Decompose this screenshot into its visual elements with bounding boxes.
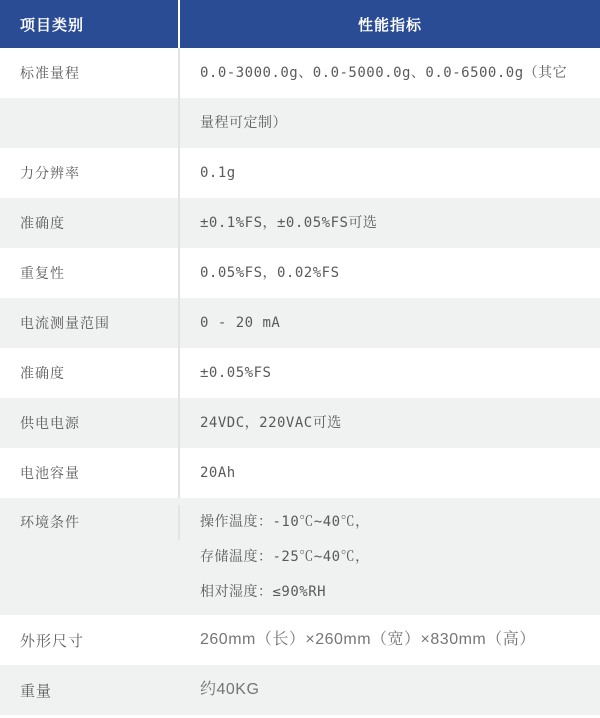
table-body (0, 48, 600, 715)
table-row (0, 498, 600, 615)
row-value (180, 412, 600, 434)
row-label: 供电电源 (0, 398, 180, 448)
row-value (180, 362, 600, 384)
row-value (180, 462, 600, 484)
value-line: 相对湿度：≤90%RH (200, 584, 327, 600)
header-cell-category: 项目类别 (0, 0, 180, 48)
value-line: 0.0-3000.0g、0.0-5000.0g、0.0-6500.0g（其它 (200, 65, 568, 81)
value-line: 约40KG (200, 681, 260, 698)
row-value (180, 162, 600, 184)
table-row (0, 98, 600, 148)
value-line: 操作温度：-10℃~40℃， (200, 514, 370, 530)
row-value (180, 212, 600, 234)
value-line: 0.05%FS，0.02%FS (200, 265, 340, 281)
table-row (0, 348, 600, 398)
header-cell-indicator: 性能指标 (357, 16, 422, 34)
table-header-row (0, 0, 600, 48)
row-value (180, 62, 600, 84)
row-value (180, 112, 600, 134)
table-row (0, 248, 600, 298)
table-row (0, 148, 600, 198)
row-label: 电流测量范围 (0, 298, 180, 348)
table-row (0, 448, 600, 498)
value-line: 0.1g (200, 165, 236, 181)
value-line: 260mm（长）×260mm（宽）×830mm（高） (200, 631, 536, 648)
row-label: 电池容量 (0, 448, 180, 498)
table-row (0, 665, 600, 715)
row-label: 准确度 (0, 198, 180, 248)
value-line: 20Ah (200, 465, 236, 481)
table-row (0, 48, 600, 98)
row-value (180, 679, 600, 701)
row-label: 环境条件 (0, 505, 180, 540)
row-label: 重量 (20, 682, 53, 700)
row-label: 外形尺寸 (20, 632, 85, 650)
row-label (0, 98, 180, 148)
table-row (0, 198, 600, 248)
value-line: 存储温度：-25℃~40℃， (200, 549, 370, 565)
row-value (180, 629, 600, 651)
value-line: 0 - 20 mA (200, 315, 281, 331)
row-label: 标准量程 (0, 48, 180, 98)
value-line: 24VDC，220VAC可选 (200, 415, 342, 431)
row-value (180, 262, 600, 284)
row-value (180, 312, 600, 334)
row-label: 力分辨率 (0, 148, 180, 198)
row-label: 准确度 (0, 348, 180, 398)
value-line: ±0.05%FS (200, 365, 272, 381)
row-label: 重复性 (0, 248, 180, 298)
row-value (180, 505, 600, 610)
table-row (0, 298, 600, 348)
table-row (0, 615, 600, 665)
table-row (0, 398, 600, 448)
value-line: 量程可定制） (200, 115, 287, 131)
value-line: ±0.1%FS，±0.05%FS可选 (200, 215, 378, 231)
